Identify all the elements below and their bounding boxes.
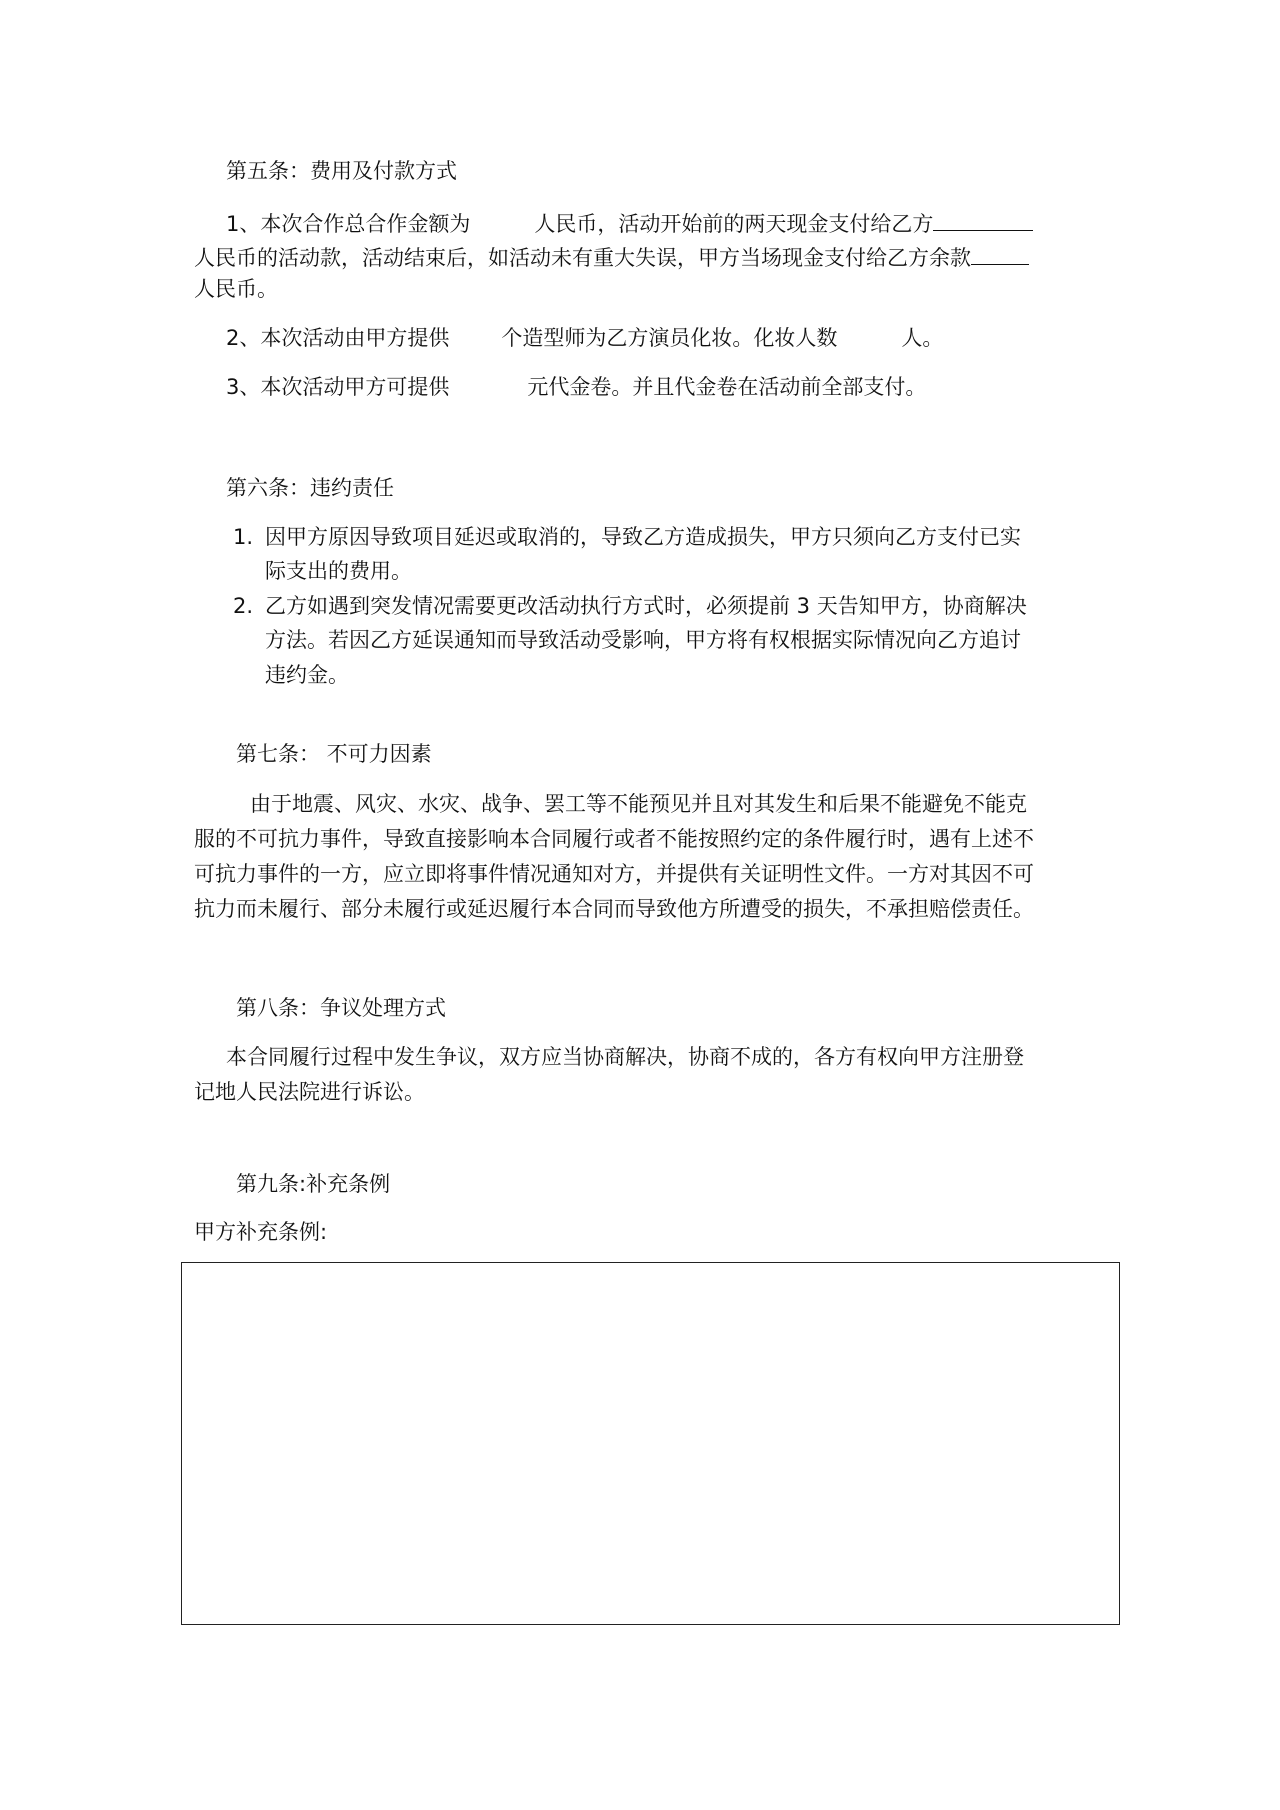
article-5-item-2: [226, 324, 943, 352]
voucher-terms: 元代金卷。并且代金卷在活动前全部支付。: [527, 375, 927, 399]
article-6-title: 第六条：违约责任: [226, 476, 394, 500]
balance-payment-label: 人民币的活动款，活动结束后，如活动未有重大失误，甲方当场现金支付给乙方余款: [194, 246, 971, 270]
article-7-line-2: 服的不可抗力事件，导致直接影响本合同履行或者不能按照约定的条件履行时，遇有上述不: [194, 827, 1034, 851]
list-number: 1.: [233, 525, 254, 549]
article-8-line-1: 本合同履行过程中发生争议，双方应当协商解决，协商不成的，各方有权向甲方注册登: [226, 1045, 1024, 1069]
article-6-item-1-line-2: 际支出的费用。: [265, 559, 412, 583]
article-6-item-1-line-1: 因甲方原因导致项目延迟或取消的，导致乙方造成损失，甲方只须向乙方支付已实: [265, 525, 1021, 549]
article-7-line-4: 抗力而未履行、部分未履行或延迟履行本合同而导致他方所遭受的损失，不承担赔偿责任。: [194, 897, 1034, 921]
list-number: 2.: [233, 594, 254, 618]
article-6-item-2-line-3: 违约金。: [265, 663, 349, 687]
stylist-count-label: 2、本次活动由甲方提供: [226, 326, 450, 350]
article-5-item-1-line-3: 人民币。: [194, 277, 278, 301]
article-5-item-1-line-1: [226, 206, 1033, 238]
article-7-line-3: 可抗力事件的一方，应立即将事件情况通知对方，并提供有关证明性文件。一方对其因不可: [194, 862, 1034, 886]
article-8-line-2: 记地人民法院进行诉讼。: [194, 1080, 425, 1104]
article-6-item-2-line-2: 方法。若因乙方延误通知而导致活动受影响，甲方将有权根据实际情况向乙方追讨: [265, 628, 1021, 652]
article-7-title: 第七条： 不可力因素: [236, 742, 432, 766]
party-a-supplement-label: 甲方补充条例:: [194, 1220, 328, 1244]
makeup-count-unit: 人。: [901, 326, 944, 350]
advance-payment-label: 人民币，活动开始前的两天现金支付给乙方: [534, 212, 934, 236]
article-5-title: 第五条：费用及付款方式: [226, 159, 457, 183]
article-8-title: 第八条：争议处理方式: [236, 996, 446, 1020]
article-6-item-2-line-1: 乙方如遇到突发情况需要更改活动执行方式时，必须提前 3 天告知甲方，协商解决: [265, 594, 1027, 618]
balance-payment-blank[interactable]: [971, 240, 1029, 265]
voucher-label: 3、本次活动甲方可提供: [226, 375, 450, 399]
makeup-count-label: 个造型师为乙方演员化妆。化妆人数: [501, 326, 838, 350]
total-amount-label: 1、本次合作总合作金额为: [226, 212, 471, 236]
advance-payment-blank[interactable]: [933, 206, 1033, 231]
article-5-item-1-line-2: [194, 240, 1029, 272]
article-5-item-3: [226, 373, 926, 401]
party-a-supplement-box[interactable]: [181, 1262, 1120, 1625]
article-7-line-1: 由于地震、风灾、水灾、战争、罢工等不能预见并且对其发生和后果不能避免不能克: [250, 792, 1027, 816]
article-9-title: 第九条:补充条例: [236, 1172, 391, 1196]
